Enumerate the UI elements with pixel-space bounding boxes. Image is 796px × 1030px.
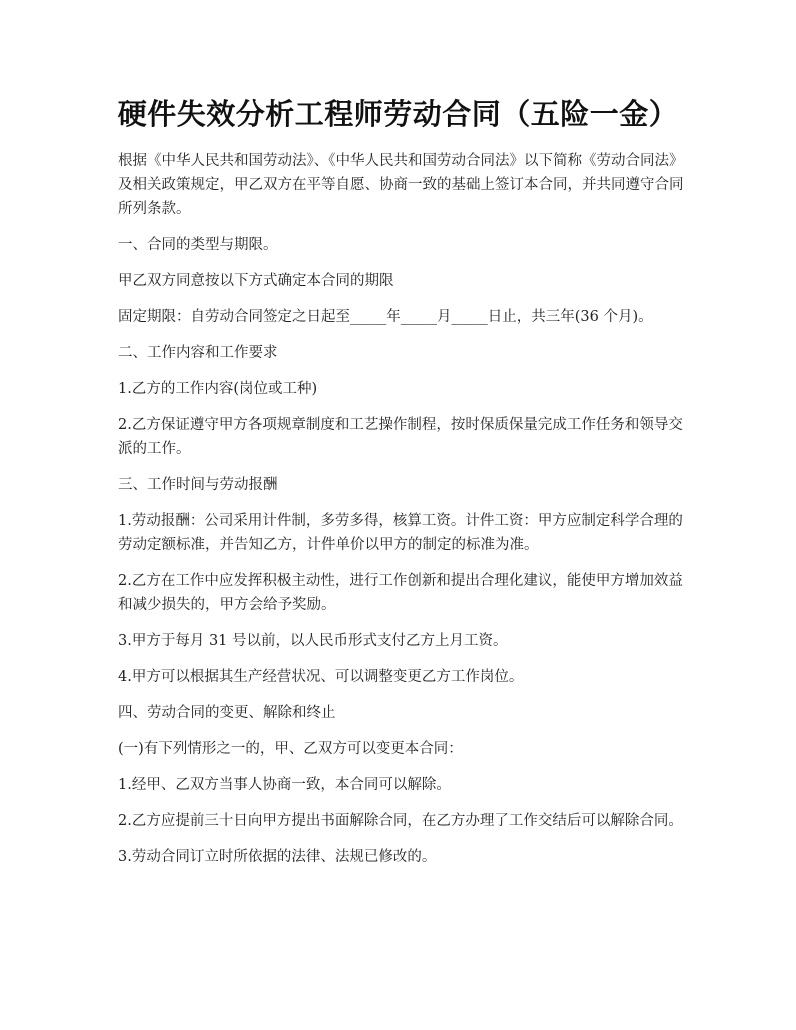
clause-item: 3.劳动合同订立时所依据的法律、法规已修改的。 [118, 849, 437, 865]
clause-item: 1.经甲、乙双方当事人协商一致，本合同可以解除。 [118, 777, 451, 793]
document-title: 硬件失效分析工程师劳动合同（五险一金） [117, 97, 679, 131]
section-heading-2: 二、工作内容和工作要求 [118, 345, 278, 361]
clause-item: 3.甲方于每月 31 号以前，以人民币形式支付乙方上月工资。 [118, 633, 508, 649]
document-body [118, 149, 684, 881]
paragraph: 甲乙双方同意按以下方式确定本合同的期限 [118, 273, 394, 289]
paragraph-preamble: 根据《中华人民共和国劳动法》、《中华人民共和国劳动合同法》以下简称《劳动合同法》及相关政策规定，甲乙双方在平等自愿、协商一致的基础上签订本合同，并共同遵守合同所列条款。 [118, 153, 684, 217]
clause-item: 2.乙方在工作中应发挥积极主动性，进行工作创新和提出合理化建议，能使甲方增加效益和减少损失的，甲方会给予奖励。 [118, 573, 683, 613]
clause-item: 1.乙方的工作内容(岗位或工种) [118, 381, 318, 397]
section-heading-4: 四、劳动合同的变更、解除和终止 [118, 705, 336, 721]
clause-item: 2.乙方应提前三十日向甲方提出书面解除合同，在乙方办理了工作交结后可以解除合同。 [118, 813, 683, 829]
clause-item: 4.甲方可以根据其生产经营状况、可以调整变更乙方工作岗位。 [118, 669, 524, 685]
sub-section-heading: (一)有下列情形之一的，甲、乙双方可以变更本合同： [118, 741, 463, 757]
section-heading-1: 一、合同的类型与期限。 [118, 237, 278, 253]
paragraph-fixed-term: 固定期限：自劳动合同签定之日起至_____年_____月_____日止，共三年(36 个月)。 [118, 309, 653, 325]
clause-item: 2.乙方保证遵守甲方各项规章制度和工艺操作制程，按时保质保量完成工作任务和领导交派的工作。 [118, 417, 683, 457]
clause-item: 1.劳动报酬：公司采用计件制，多劳多得，核算工资。计件工资：甲方应制定科学合理的劳动定额标准，并告知乙方，计件单价以甲方的制定的标准为准。 [118, 513, 683, 553]
section-heading-3: 三、工作时间与劳动报酬 [118, 477, 278, 493]
